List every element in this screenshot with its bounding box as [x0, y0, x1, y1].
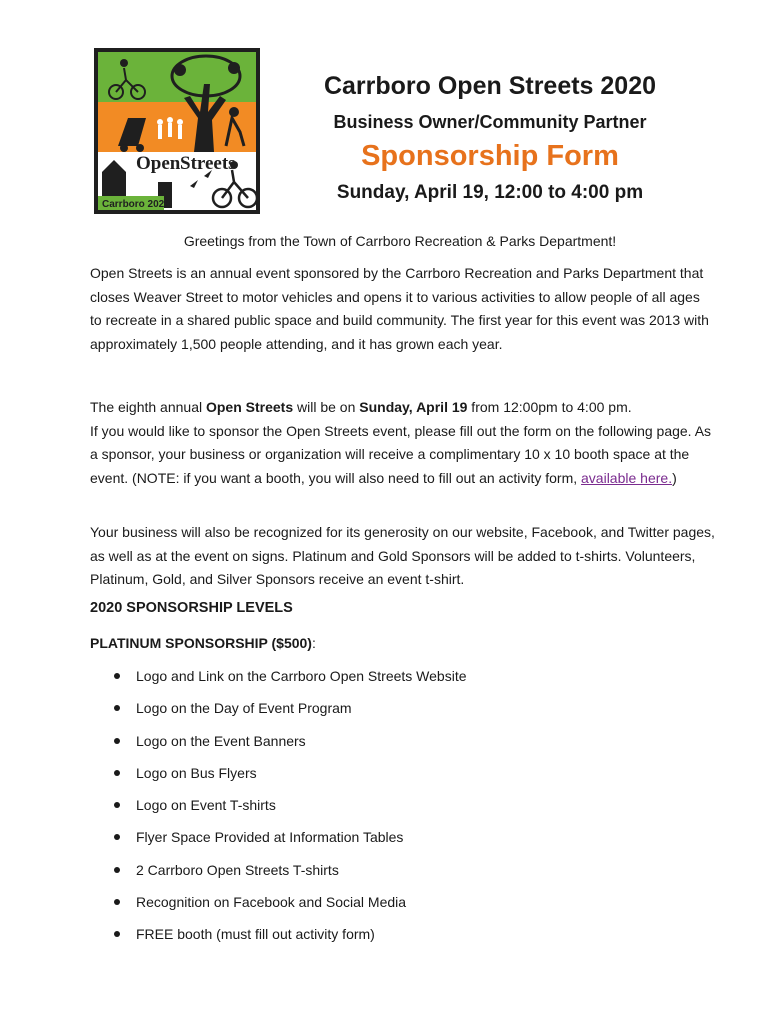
- list-item-text: Logo on Bus Flyers: [136, 764, 257, 781]
- list-item-text: 2 Carrboro Open Streets T-shirts: [136, 861, 339, 878]
- instructions-end: ): [672, 469, 677, 486]
- bullet-icon: [114, 705, 120, 711]
- logo-graphic: [94, 48, 260, 214]
- form-title: Sponsorship Form: [361, 140, 619, 172]
- list-item: [90, 891, 690, 923]
- list-item-text: Logo on the Event Banners: [136, 732, 306, 749]
- list-item: [90, 859, 690, 891]
- page-title: Carrboro Open Streets 2020: [323, 72, 657, 100]
- event-name-bold: Open Streets: [205, 399, 294, 415]
- page-subtitle: Business Owner/Community Partner: [333, 112, 647, 132]
- list-item-text: Logo on Event T-shirts: [136, 797, 276, 814]
- logo-text-open: Open: [136, 153, 181, 174]
- bullet-icon: [114, 931, 120, 937]
- activity-form-link[interactable]: available here.: [581, 469, 673, 486]
- bullet-icon: [114, 770, 120, 776]
- event-date: Sunday, April 19, 12:00 to 4:00 pm: [336, 182, 644, 203]
- bullet-icon: [114, 738, 120, 744]
- list-item-text: Flyer Space Provided at Information Tables: [136, 829, 404, 846]
- bullet-icon: [114, 834, 120, 840]
- list-item-text: Logo and Link on the Carrboro Open Streets Website: [136, 668, 467, 684]
- platinum-heading-colon: :: [311, 635, 316, 651]
- platinum-heading: [90, 635, 316, 651]
- list-item: [90, 730, 690, 762]
- list-item: [90, 794, 690, 826]
- event-date-bold: Sunday, April 19: [359, 399, 468, 415]
- logo-text-year: Carrboro 2020: [102, 199, 170, 210]
- sponsorship-levels-heading: 2020 SPONSORSHIP LEVELS: [90, 600, 293, 616]
- greeting-text: Greetings from the Town of Carrboro Recreation & Parks Department!: [183, 233, 617, 249]
- bullet-icon: [114, 899, 120, 905]
- list-item-text: Recognition on Facebook and Social Media: [136, 894, 407, 911]
- bullet-icon: [114, 673, 120, 679]
- platinum-heading-text: PLATINUM SPONSORSHIP ($500): [90, 635, 312, 651]
- list-item-text: FREE booth (must fill out activity form): [136, 926, 375, 943]
- event-details-paragraph: [90, 396, 715, 490]
- event-details-part3: from 12:00pm to 4:00 pm.: [467, 399, 632, 415]
- sponsor-instructions: If you would like to sponsor the Open Streets event, please fill out the form on the following page. As a sponsor, your business or organization will receive a complimentary 10 x 10 booth space at the event. (NOTE: if you want a booth, you will also need to fill out an activity form,: [90, 422, 712, 486]
- intro-paragraph: Open Streets is an annual event sponsored by the Carrboro Recreation and Parks Department that closes Weaver Street to motor vehicles and opens it to various activities to allow people of all ages to recreate in a shared public space and build community. The first year for this event was 2013 with approximately 1,500 people attending, and it has grown each year.: [90, 265, 709, 352]
- event-details-part2: will be on: [293, 399, 360, 415]
- logo-text-streets: Streets: [180, 153, 236, 174]
- recognition-paragraph: Your business will also be recognized for its generosity on our website, Facebook, and Twitter pages, as well as at the event on signs. Platinum and Gold Sponsors will be added to t-shirts. Volunteers, Platinum, Gold, and Silver Sponsors receive an event t-shirt.: [90, 524, 715, 587]
- open-streets-logo: [94, 48, 260, 214]
- event-details-part1: The eighth annual: [90, 399, 206, 415]
- list-item: [90, 697, 690, 729]
- list-item-text: Logo on the Day of Event Program: [136, 700, 352, 717]
- list-item: [90, 665, 690, 697]
- list-item: [90, 826, 690, 858]
- bullet-icon: [114, 867, 120, 873]
- bullet-icon: [114, 802, 120, 808]
- list-item: [90, 923, 690, 955]
- platinum-benefits-list: [90, 665, 690, 956]
- list-item: [90, 762, 690, 794]
